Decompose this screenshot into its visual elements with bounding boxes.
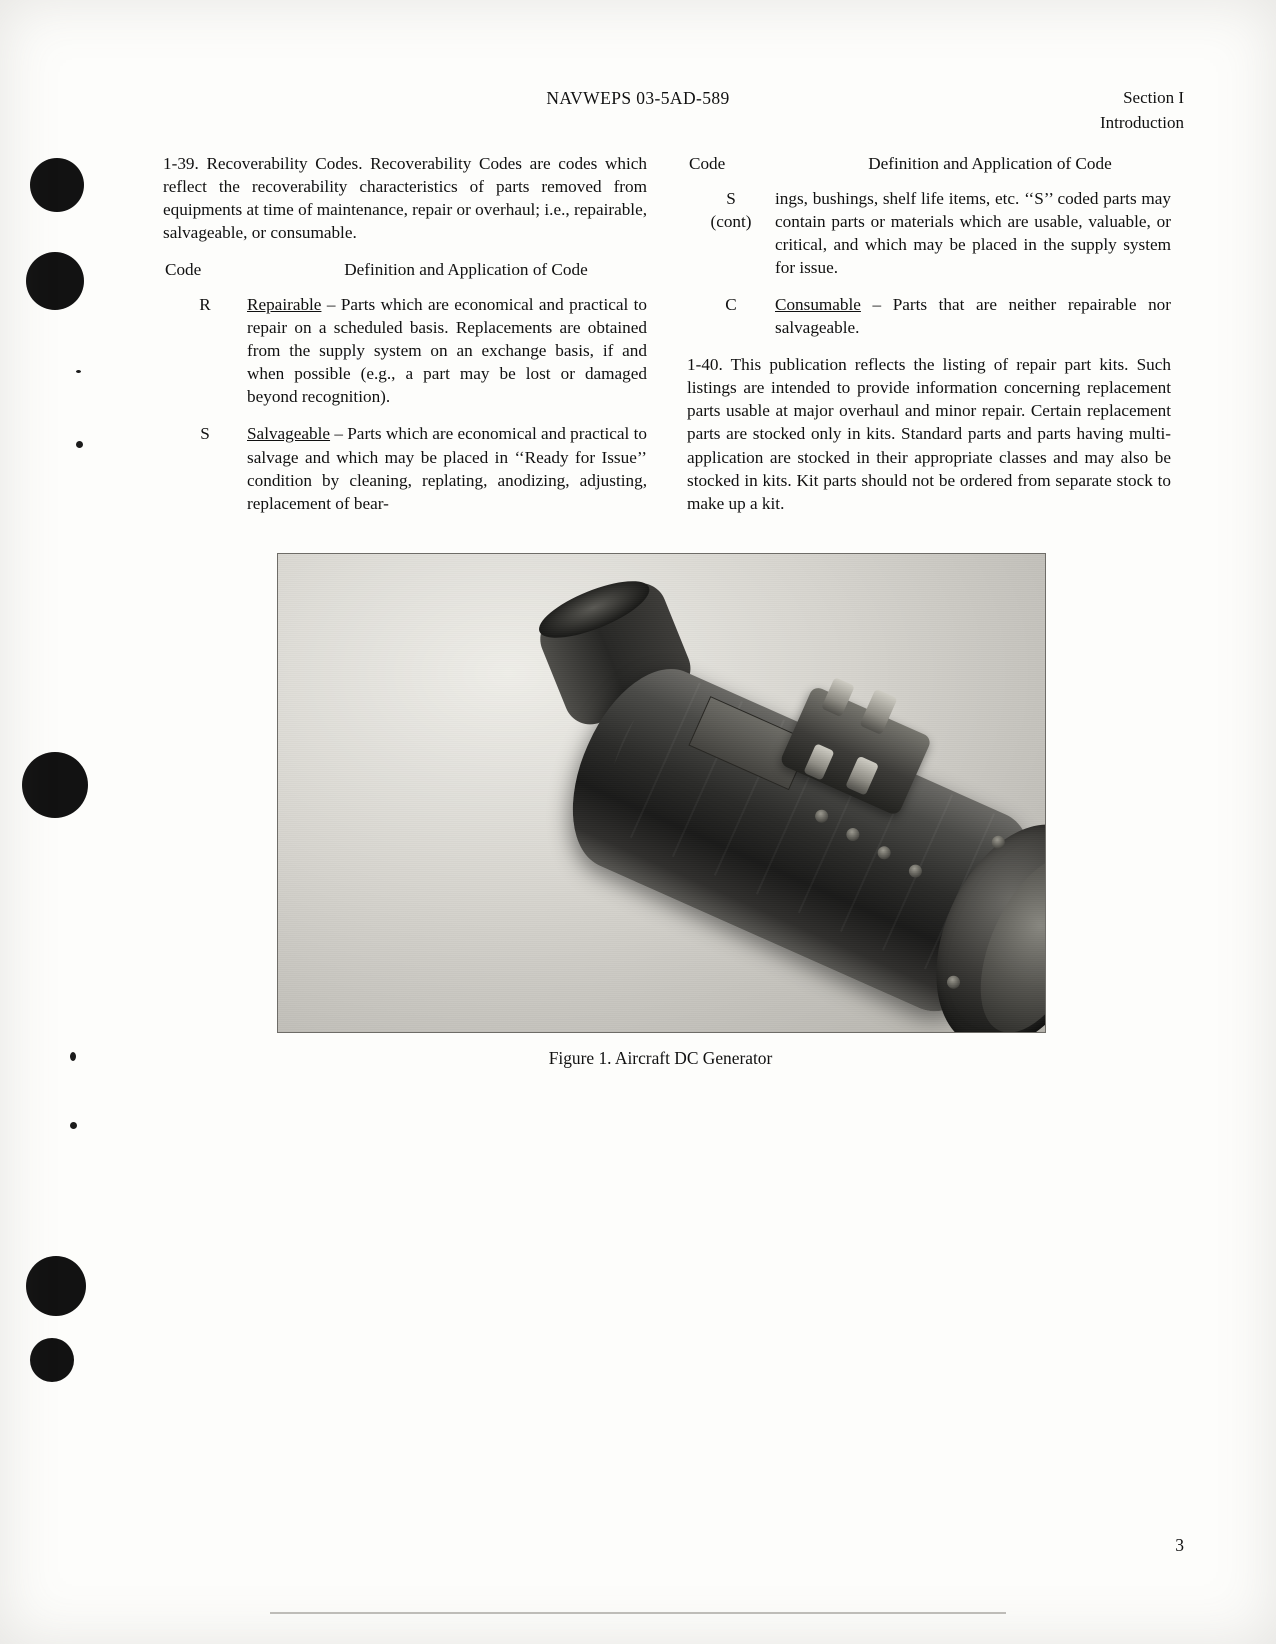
code-row-salvageable — [163, 422, 647, 514]
term-salvageable: Salvageable — [247, 424, 331, 444]
section-title: Section I — [1123, 88, 1184, 107]
definition-repairable — [247, 293, 647, 408]
code-row-consumable — [687, 293, 1171, 339]
term-consumable: Consumable — [775, 295, 861, 315]
section-subtitle: Introduction — [1099, 112, 1184, 132]
code-letter-s-cont-letter: S — [726, 189, 736, 209]
punch-hole-2 — [26, 252, 84, 310]
figure-caption: Figure 1. Aircraft DC Generator — [548, 1048, 773, 1068]
code-letter-s-cont — [687, 187, 775, 279]
dash-salvageable: – — [330, 424, 348, 444]
paragraph-1-40: 1-40. This publication reflects the listing of repair part kits. Such listings are intended to provide information concerning replacement parts usable at major overhaul and minor repair. Certain replacement parts are stocked only in kits. Standard parts and parts having multi-application are stocked in their appropriate classes and may also be stocked in kits. Kit parts should not be ordered from separate stock to make up a kit. — [687, 355, 1171, 513]
definition-salvageable-cont: ings, bushings, shelf life items, etc. ‘‘S’’ coded parts may contain parts or materials which are usable, valuable, or critical, and which may be placed in the supply system for issue. — [775, 189, 1171, 278]
photo-grain-overlay — [278, 554, 1045, 1032]
right-header-definition: Definition and Application of Code — [868, 154, 1112, 173]
punch-hole-3 — [22, 752, 88, 818]
code-row-salvageable-cont — [687, 187, 1171, 279]
dash-repairable: – — [321, 295, 341, 315]
paragraph-1-39: 1-39. Recoverability Codes. Recoverability Codes are codes which reflect the recoverability characteristics of parts removed from equipments at time of maintenance, repair or overhaul; i.e., repairable, salvageable, or consumable. — [163, 154, 647, 243]
body-columns — [163, 152, 1171, 529]
right-table-header — [687, 152, 1171, 175]
figure-image — [277, 553, 1046, 1033]
punch-hole-1 — [30, 158, 84, 212]
footer-rule — [270, 1612, 1006, 1614]
right-header-code: Code — [689, 154, 726, 173]
punch-hole-5 — [30, 1338, 74, 1382]
code-letter-r: R — [199, 295, 211, 315]
margin-speck-1 — [76, 370, 81, 373]
code-letter-s-cont-note: (cont) — [710, 212, 752, 232]
running-head: NAVWEPS 03-5AD-589 — [546, 88, 730, 108]
punch-hole-4 — [26, 1256, 86, 1316]
code-letter-s: S — [200, 424, 210, 444]
code-row-repairable — [163, 293, 647, 408]
left-header-code: Code — [165, 260, 202, 280]
text-salvageable: Parts which are economical and practical to salvage and which may be placed in ‘‘Ready for Issue’’ condition by cleaning, replating, anodizing, adjusting, replacement of bear- — [247, 424, 647, 513]
margin-speck-4 — [70, 1122, 77, 1129]
term-repairable: Repairable — [247, 295, 322, 315]
right-column — [687, 152, 1171, 529]
definition-consumable — [775, 293, 1171, 339]
definition-salvageable — [247, 422, 647, 514]
dash-consumable: – — [860, 295, 893, 315]
section-label — [1100, 86, 1184, 135]
text-repairable: Parts which are economical and practical to repair on a scheduled basis. Replacements are obtained from the supply system on an exchange basis, if and when possible (e.g., a part may be lost or damaged beyond recognition). — [247, 295, 648, 407]
code-letter-c: C — [725, 295, 737, 315]
margin-speck-2 — [76, 441, 83, 448]
text-consumable: Parts that are neither repairable nor salvageable. — [775, 295, 1172, 338]
left-header-definition: Definition and Application of Code — [344, 260, 588, 280]
left-table-header — [163, 258, 647, 281]
margin-speck-3 — [70, 1052, 76, 1061]
left-column — [163, 152, 647, 529]
page-number: 3 — [1175, 1535, 1184, 1555]
